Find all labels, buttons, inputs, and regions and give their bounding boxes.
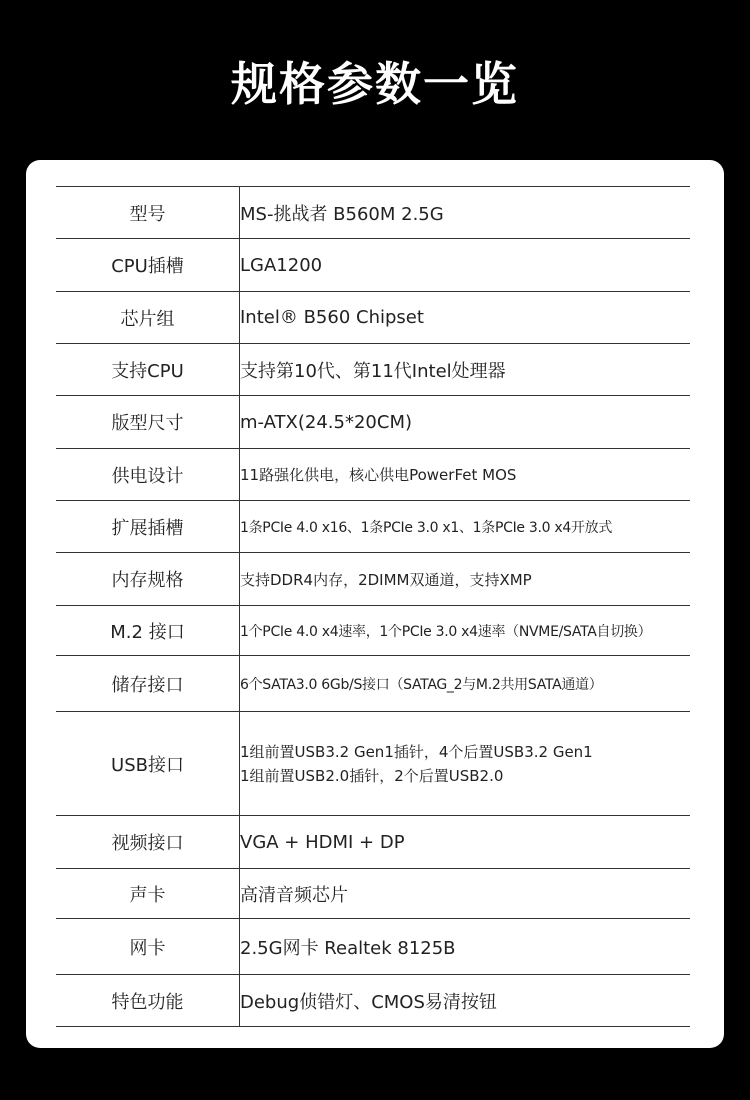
- spec-value: 支持第10代、第11代Intel处理器: [240, 360, 506, 382]
- spec-row-power-design: [56, 449, 690, 501]
- spec-row-network: [56, 919, 690, 975]
- spec-key: 声卡: [56, 869, 240, 919]
- spec-value: 高清音频芯片: [240, 884, 348, 906]
- spec-value-line: 1组前置USB2.0插针，2个后置USB2.0: [240, 766, 504, 785]
- spec-row-audio: [56, 869, 690, 919]
- spec-key: 供电设计: [56, 449, 240, 501]
- spec-value: 6个SATA3.0 6Gb/S接口（SATAG_2与M.2共用SATA通道）: [240, 676, 603, 693]
- spec-key: 特色功能: [56, 975, 240, 1027]
- spec-key: 支持CPU: [56, 344, 240, 396]
- spec-value: Intel® B560 Chipset: [240, 307, 424, 328]
- spec-card: [26, 160, 724, 1048]
- spec-value: 1个PCIe 4.0 x4速率，1个PCIe 3.0 x4速率（NVME/SATA自切换）: [240, 623, 652, 640]
- spec-row-m2: [56, 606, 690, 656]
- spec-key: M.2 接口: [56, 606, 240, 656]
- spec-row-expansion-slots: [56, 501, 690, 553]
- spec-table: [56, 186, 690, 1027]
- spec-key: 型号: [56, 187, 240, 239]
- spec-value: [240, 712, 691, 816]
- page-title: 规格参数一览: [231, 57, 519, 111]
- spec-key: 储存接口: [56, 656, 240, 712]
- spec-value: LGA1200: [240, 254, 323, 276]
- spec-value: Debug侦错灯、CMOS易清按钮: [240, 991, 497, 1013]
- spec-value: m-ATX(24.5*20CM): [240, 411, 413, 433]
- spec-row-supported-cpu: [56, 344, 690, 396]
- spec-row-memory: [56, 553, 690, 606]
- spec-value: 11路强化供电，核心供电PowerFet MOS: [240, 466, 517, 484]
- spec-key: 扩展插槽: [56, 501, 240, 553]
- spec-row-form-factor: [56, 396, 690, 449]
- spec-key: 网卡: [56, 919, 240, 975]
- spec-row-usb: [56, 712, 690, 816]
- spec-row-model: [56, 187, 690, 239]
- spec-key: 视频接口: [56, 816, 240, 869]
- spec-row-storage: [56, 656, 690, 712]
- spec-value-line: 1组前置USB3.2 Gen1插针，4个后置USB3.2 Gen1: [240, 742, 593, 761]
- spec-value: 1条PCIe 4.0 x16、1条PCIe 3.0 x1、1条PCIe 3.0 x4开放式: [240, 519, 613, 536]
- spec-row-chipset: [56, 292, 690, 344]
- spec-row-cpu-socket: [56, 239, 690, 292]
- spec-value: 2.5G网卡 Realtek 8125B: [240, 937, 456, 959]
- spec-key: 内存规格: [56, 553, 240, 606]
- spec-value: MS-挑战者 B560M 2.5G: [240, 203, 444, 225]
- spec-row-video: [56, 816, 690, 869]
- spec-value: 支持DDR4内存，2DIMM双通道，支持XMP: [240, 570, 532, 589]
- spec-value: VGA + HDMI + DP: [240, 831, 405, 853]
- spec-key: 芯片组: [56, 292, 240, 344]
- spec-row-features: [56, 975, 690, 1027]
- spec-key: CPU插槽: [56, 239, 240, 292]
- spec-key: 版型尺寸: [56, 396, 240, 449]
- spec-key: USB接口: [56, 712, 240, 816]
